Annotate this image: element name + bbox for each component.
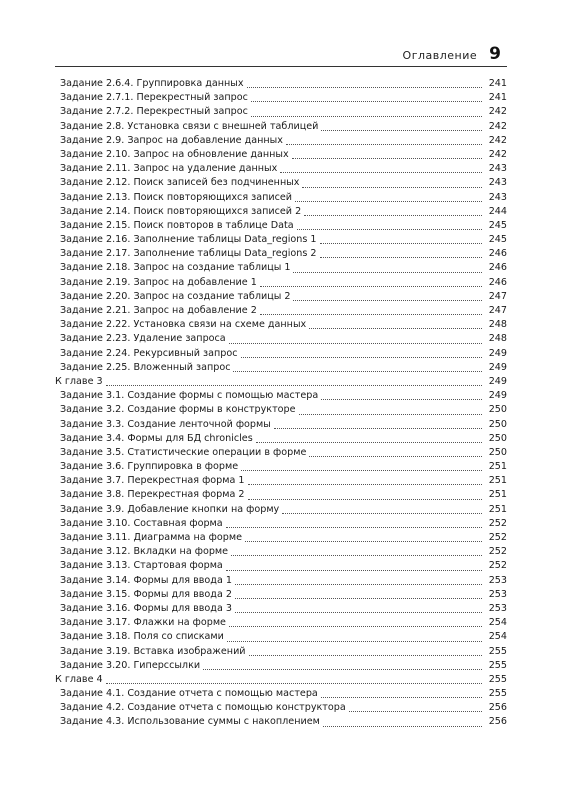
toc-entry[interactable] [55,460,507,474]
dot-leader [302,187,482,188]
toc-entry-label: Задание 2.24. Рекурсивный запрос [60,347,238,359]
toc-entry[interactable] [55,261,507,275]
dot-leader [299,414,482,415]
toc-entry[interactable] [55,162,507,176]
toc-entry[interactable] [55,148,507,162]
toc-entry-page: 256 [488,716,507,728]
page-number: 9 [489,44,501,64]
toc-chapter-entry[interactable] [55,375,507,389]
toc-entry-page: 255 [488,673,507,685]
toc-entry-label: Задание 2.21. Запрос на добавление 2 [60,305,257,316]
dot-leader [251,116,482,117]
toc-entry-label: Задание 3.17. Флажки на форме [60,617,226,629]
dot-leader [297,229,482,230]
dot-leader [282,513,482,514]
toc-entry[interactable] [55,176,507,190]
toc-entry-page: 252 [488,532,507,543]
dot-leader [321,399,482,400]
dot-leader [274,428,482,429]
toc-entry[interactable] [55,531,507,545]
dot-leader [247,87,482,88]
toc-entry-page: 252 [488,560,507,572]
dot-leader [249,655,482,656]
toc-entry[interactable] [55,474,507,488]
toc-entry-label: Задание 2.18. Запрос на создание таблицы 1 [60,262,291,274]
toc-entry-label: Задание 2.17. Заполнение таблицы Data_regions 2 [60,248,317,260]
dot-leader [304,215,482,216]
dot-leader [229,343,482,344]
toc-entry-label: Задание 3.19. Вставка изображений [60,645,246,657]
dot-leader [241,357,483,358]
toc-entry-label: Задание 2.7.2. Перекрестный запрос [60,106,248,118]
dot-leader [323,726,482,727]
toc-entry-page: 251 [488,461,507,473]
toc-entry-label: Задание 4.3. Использование суммы с накоплением [60,716,320,728]
toc-entry-label: Задание 2.8. Установка связи с внешней таблицей [60,120,319,132]
dot-leader [286,144,482,145]
toc-entry-label: Задание 2.12. Поиск записей без подчиненных [60,177,300,189]
toc-entry-label: К главе 3 [55,375,103,387]
running-header [403,44,501,64]
toc-entry[interactable] [55,276,507,290]
dot-leader [256,442,482,443]
dot-leader [320,243,482,244]
toc-entry-page: 249 [488,347,507,359]
dot-leader [229,626,482,627]
toc-entry-label: Задание 2.15. Поиск повторов в таблице Data [60,219,294,231]
dot-leader [280,172,482,173]
toc-entry-label: Задание 3.6. Группировка в форме [60,461,239,473]
toc-entry[interactable] [55,418,507,432]
dot-leader [235,584,482,585]
dot-leader [203,669,482,670]
toc-entry[interactable] [55,219,507,233]
dot-leader [241,470,482,471]
toc-entry-label: Задание 3.2. Создание формы в конструкторе [60,404,296,416]
toc-entry-page: 255 [488,659,507,671]
toc-entry-page: 247 [488,305,507,316]
toc-entry[interactable] [55,602,507,616]
toc-entry-label: Задание 3.8. Перекрестная форма 2 [60,489,245,501]
toc-entry[interactable] [55,645,507,659]
toc-entry-page: 244 [488,205,507,217]
dot-leader [231,555,482,556]
toc-entry-page: 248 [488,319,507,331]
toc-entry[interactable] [55,432,507,446]
toc-entry-label: Задание 2.25. Вложенный запрос [60,361,231,373]
toc-entry-page: 253 [488,574,507,586]
toc-entry-label: Задание 2.9. Запрос на добавление данных [60,134,283,146]
dot-leader [235,598,482,599]
dot-leader [260,286,482,287]
toc-entry-label: Задание 2.20. Запрос на создание таблицы 2 [60,290,291,302]
toc-entry[interactable] [55,332,507,346]
toc-entry[interactable] [55,304,507,318]
dot-leader [245,541,482,542]
toc-entry-label: Задание 3.15. Формы для ввода 2 [60,588,232,600]
dot-leader [293,272,482,273]
toc-entry-page: 249 [488,390,507,402]
toc-entry[interactable] [55,687,507,701]
toc-entry-label: Задание 3.14. Формы для ввода 1 [60,574,232,586]
toc-entry-label: Задание 2.23. Удаление запроса [60,333,226,345]
toc-entry-page: 242 [488,148,507,160]
header-rule [55,66,507,67]
toc-entry-label: Задание 4.1. Создание отчета с помощью мастера [60,688,318,700]
toc-entry-label: Задание 3.1. Создание формы с помощью мастера [60,390,319,402]
toc-entry-page: 250 [488,418,507,430]
toc-entry-page: 241 [488,92,507,104]
toc-entry-label: К главе 4 [55,673,103,685]
dot-leader [260,314,482,315]
toc-entry-label: Задание 3.7. Перекрестная форма 1 [60,475,245,487]
dot-leader [235,612,482,613]
toc-entry[interactable] [55,503,507,517]
toc-entry-page: 251 [488,489,507,501]
toc-entry-page: 250 [488,432,507,444]
toc-entry[interactable] [55,659,507,673]
toc-entry-page: 252 [488,546,507,558]
dot-leader [320,257,482,258]
toc-entry-label: Задание 2.6.4. Группировка данных [60,78,244,89]
toc-entry-page: 250 [488,404,507,416]
dot-leader [295,201,482,202]
toc-entry-page: 249 [488,375,507,387]
toc-entry-label: Задание 2.10. Запрос на обновление данных [60,148,289,160]
toc-entry[interactable] [55,488,507,502]
toc-entry[interactable] [55,616,507,630]
dot-leader [226,570,482,571]
dot-leader [106,385,482,386]
toc-entry-label: Задание 2.22. Установка связи на схеме данных [60,319,307,331]
dot-leader [309,328,482,329]
toc-entry-label: Задание 2.7.1. Перекрестный запрос [60,92,248,104]
toc-entry-page: 253 [488,602,507,614]
toc-entry[interactable] [55,290,507,304]
toc-entry-page: 243 [488,191,507,203]
toc-entry[interactable] [55,361,507,375]
toc-entry[interactable] [55,233,507,247]
dot-leader [248,484,482,485]
toc-entry[interactable] [55,545,507,559]
toc-entry[interactable] [55,701,507,715]
toc-entry[interactable] [55,559,507,573]
toc-entry-label: Задание 2.16. Заполнение таблицы Data_regions 1 [60,234,317,246]
running-title: Оглавление [402,49,478,62]
toc-entry-page: 252 [488,517,507,529]
toc-entry-page: 254 [488,617,507,629]
toc-entry[interactable] [55,105,507,119]
toc-entry-label: Задание 3.3. Создание ленточной формы [60,418,271,430]
dot-leader [227,641,482,642]
toc-entry[interactable] [55,517,507,531]
toc-entry-page: 246 [488,262,507,274]
toc-entry[interactable] [55,403,507,417]
toc-entry[interactable] [55,389,507,403]
dot-leader [321,697,482,698]
toc-entry-page: 256 [488,702,507,714]
toc-entry-label: Задание 2.11. Запрос на удаление данных [60,163,278,175]
dot-leader [248,499,482,500]
toc-entry-page: 248 [488,333,507,345]
toc-entry[interactable] [55,715,507,729]
toc-entry-page: 247 [488,290,507,302]
toc-entry[interactable] [55,77,507,91]
toc-entry-page: 242 [488,106,507,118]
toc-entry-page: 245 [488,234,507,246]
toc-entry-page: 251 [488,503,507,515]
toc-entry[interactable] [55,191,507,205]
dot-leader [226,527,482,528]
toc-entry-page: 254 [488,631,507,643]
toc-entry[interactable] [55,588,507,602]
toc-entry[interactable] [55,205,507,219]
toc-entry-label: Задание 2.13. Поиск повторяющихся записей [60,191,293,203]
toc-entry-page: 243 [488,163,507,175]
toc-entry-page: 243 [488,177,507,189]
toc-entry-label: Задание 3.11. Диаграмма на форме [60,532,242,543]
toc-chapter-entry[interactable] [55,673,507,687]
toc-entry-label: Задание 3.10. Составная форма [60,517,223,529]
toc-entry-label: Задание 3.18. Поля со списками [60,631,224,643]
dot-leader [251,101,482,102]
dot-leader [349,711,482,712]
toc-entry-label: Задание 3.13. Стартовая форма [60,560,223,572]
toc-entry-label: Задание 3.20. Гиперссылки [60,659,201,671]
toc-entry-label: Задание 3.5. Статистические операции в форме [60,446,307,458]
toc-entry-label: Задание 3.16. Формы для ввода 3 [60,602,232,614]
toc-entry-page: 250 [488,446,507,458]
toc-entry-page: 242 [488,120,507,132]
dot-leader [293,300,482,301]
toc-entry-page: 245 [488,219,507,231]
toc-entry-label: Задание 2.19. Запрос на добавление 1 [60,276,257,288]
dot-leader [309,456,482,457]
toc-entry-page: 246 [488,248,507,260]
toc-entry[interactable] [55,134,507,148]
dot-leader [321,130,482,131]
toc-entry[interactable] [55,347,507,361]
toc-entry[interactable] [55,247,507,261]
toc-entry-page: 255 [488,688,507,700]
toc-entry[interactable] [55,446,507,460]
toc-entry-label: Задание 2.14. Поиск повторяющихся записей 2 [60,205,302,217]
toc-entry[interactable] [55,574,507,588]
toc-entry[interactable] [55,318,507,332]
table-of-contents [55,77,507,730]
toc-entry-page: 246 [488,276,507,288]
toc-entry[interactable] [55,120,507,134]
toc-entry-label: Задание 3.12. Вкладки на форме [60,546,229,558]
toc-entry-page: 249 [488,361,507,373]
toc-entry[interactable] [55,630,507,644]
toc-entry-page: 253 [488,588,507,600]
dot-leader [233,371,482,372]
toc-entry-page: 242 [488,134,507,146]
dot-leader [292,158,482,159]
toc-entry-label: Задание 4.2. Создание отчета с помощью конструктора [60,702,346,714]
toc-entry[interactable] [55,91,507,105]
toc-entry-label: Задание 3.9. Добавление кнопки на форму [60,503,280,515]
toc-entry-label: Задание 3.4. Формы для БД chronicles [60,432,253,444]
toc-entry-page: 255 [488,645,507,657]
toc-entry-page: 251 [488,475,507,487]
toc-entry-page: 241 [488,78,507,89]
dot-leader [106,683,482,684]
